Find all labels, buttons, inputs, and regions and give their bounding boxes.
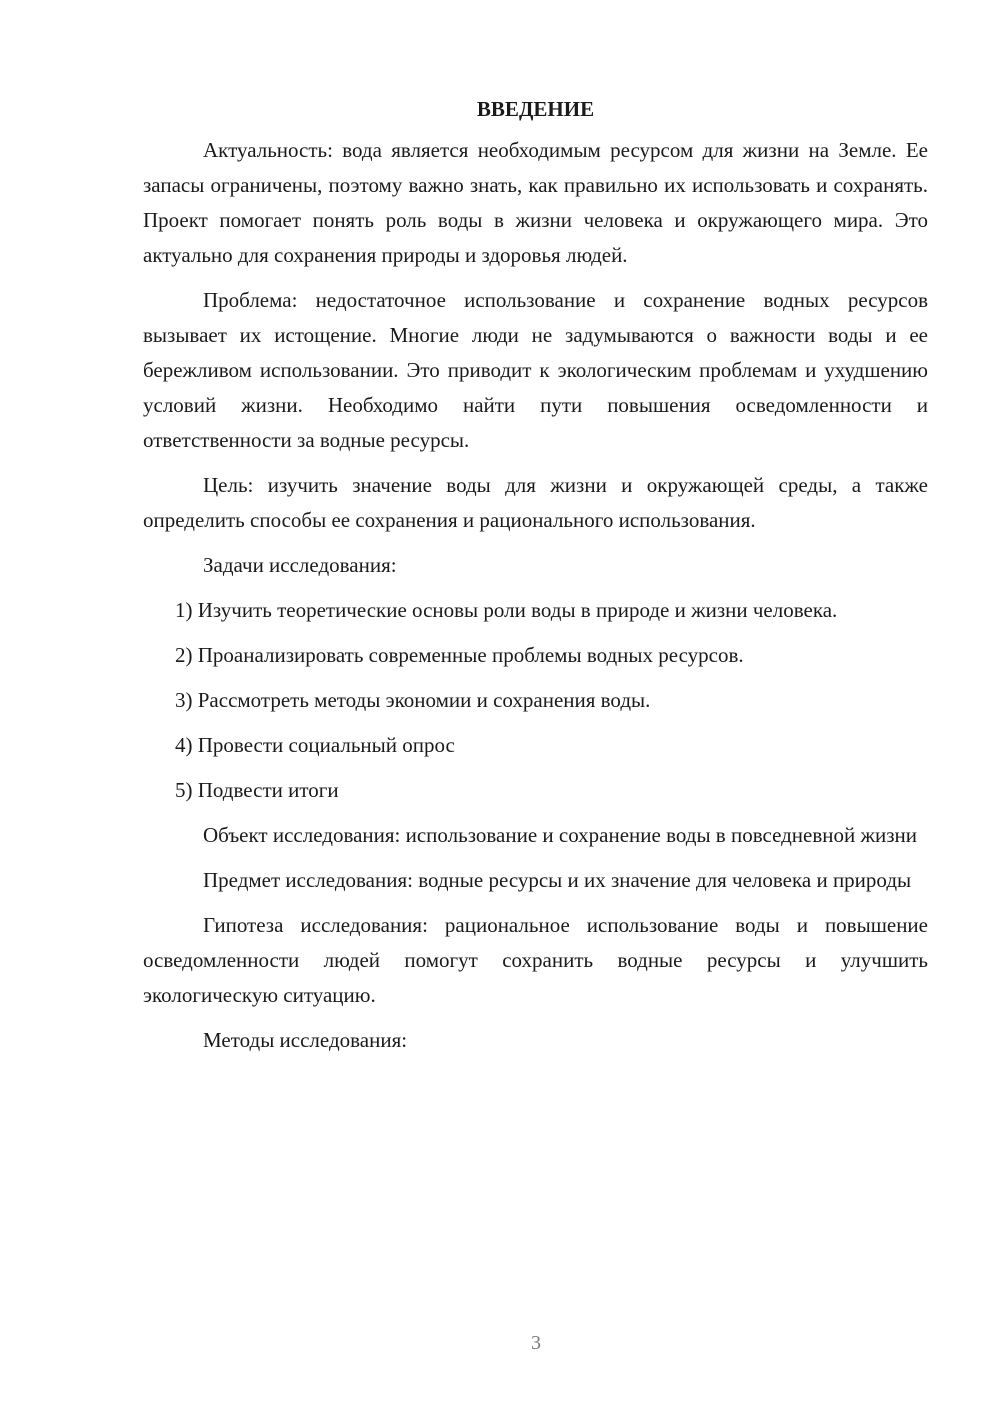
task-item-4: 4) Провести социальный опрос	[175, 733, 455, 757]
task-item-5: 5) Подвести итоги	[175, 778, 339, 802]
page-number: 3	[531, 1332, 541, 1354]
task-item-2: 2) Проанализировать современные проблемы водных ресурсов.	[175, 643, 744, 667]
paragraph-goal: Цель: изучить значение воды для жизни и окружающей среды, а также определить способы ее сохранения и рационального использования.	[143, 473, 928, 532]
task-item-3: 3) Рассмотреть методы экономии и сохранения воды.	[175, 688, 651, 712]
paragraph-subject: Предмет исследования: водные ресурсы и их значение для человека и природы	[203, 868, 912, 892]
section-title: ВВЕДЕНИЕ	[476, 97, 595, 121]
document-page	[143, 92, 928, 1068]
paragraph-methods: Методы исследования:	[203, 1028, 408, 1052]
paragraph-relevance: Актуальность: вода является необходимым ресурсом для жизни на Земле. Ее запасы ограничены, поэтому важно знать, как правильно их использовать и сохранять. Проект помогает понять роль воды в жизни человека и окружающего мира. Это актуально для сохранения природы и здоровья людей.	[143, 138, 928, 267]
paragraph-object: Объект исследования: использование и сохранение воды в повседневной жизни	[203, 823, 918, 847]
paragraph-problem: Проблема: недостаточное использование и сохранение водных ресурсов вызывает их истощение. Многие люди не задумываются о важности воды и ее бережливом использовании. Это приводит к экологическим проблемам и ухудшению условий жизни. Необходимо найти пути повышения осведомленности и ответственности за водные ресурсы.	[143, 288, 928, 452]
task-item-1: 1) Изучить теоретические основы роли воды в природе и жизни человека.	[175, 598, 838, 622]
tasks-heading: Задачи исследования:	[203, 553, 397, 577]
paragraph-hypothesis: Гипотеза исследования: рациональное использование воды и повышение осведомленности людей помогут сохранить водные ресурсы и улучшить экологическую ситуацию.	[143, 913, 928, 1007]
